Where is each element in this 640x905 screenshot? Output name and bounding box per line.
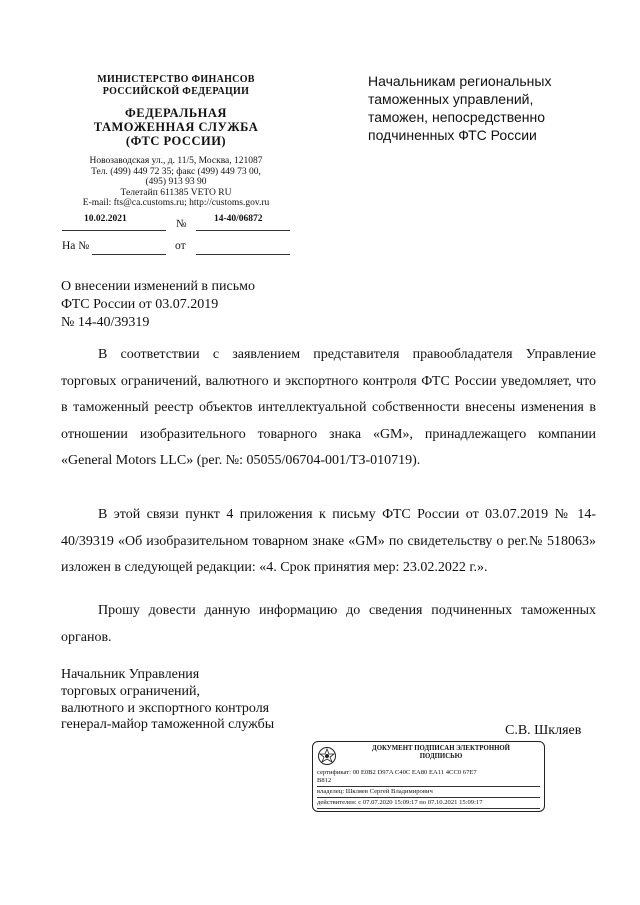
signatory-name: С.В. Шкляев (505, 723, 582, 738)
position-line: валютного и экспортного контроля (61, 700, 270, 716)
subject-line: ФТС России от 03.07.2019 (61, 297, 219, 312)
reference-from-label: от (175, 240, 186, 252)
addressee (368, 72, 628, 144)
service-line: ТАМОЖЕННАЯ СЛУЖБА (93, 120, 259, 134)
addressee-line: таможенных управлений, (368, 91, 534, 107)
address-line: E-mail: fts@ca.customs.ru; http://customs.gov.ru (82, 198, 270, 209)
reference-date-underline (196, 254, 290, 255)
stamp-certificate: сертификат: 00 E0B2 D97A C40C EA80 EA11 4CC0 67E7 (317, 769, 477, 776)
body-paragraph: Прошу довести данную информацию до сведения подчиненных таможенных органов. (61, 603, 596, 645)
number-sign: № (176, 218, 187, 230)
service-address (60, 156, 292, 209)
reference-label: На № (62, 240, 90, 252)
addressee-line: таможен, непосредственно (368, 109, 546, 125)
date-underline (62, 230, 166, 231)
reference-underline (92, 254, 166, 255)
stamp-owner: владелец: Шкляев Сергей Владимирович (317, 788, 433, 795)
emblem-icon (317, 746, 337, 766)
position-line: Начальник Управления (61, 667, 200, 682)
subject-line: О внесении изменений в письмо (61, 279, 255, 294)
electronic-signature-stamp (312, 741, 545, 812)
stamp-title (341, 745, 541, 761)
ministry-line: РОССИЙСКОЙ ФЕДЕРАЦИИ (102, 86, 250, 97)
ministry-line: МИНИСТЕРСТВО ФИНАНСОВ (97, 74, 255, 85)
stamp-validity: действителен: с 07.07.2020 15:09:17 по 07.10.2021 15:09:17 (317, 799, 483, 806)
stamp-divider (317, 808, 540, 809)
subject-line: № 14-40/39319 (61, 315, 150, 330)
signatory-position (61, 667, 321, 734)
stamp-certificate-cont: B812 (317, 777, 332, 784)
ministry-name (60, 74, 292, 98)
position-line: торговых ограничений, (61, 683, 201, 699)
addressee-line: подчиненных ФТС России (368, 127, 537, 143)
stamp-title-line: ПОДПИСЬЮ (419, 753, 463, 760)
position-line: генерал-майор таможенной службы (61, 717, 275, 733)
address-line: (495) 913 93 90 (145, 177, 207, 188)
letter-subject (61, 278, 321, 332)
addressee-line: Начальникам региональных (368, 73, 552, 89)
service-name (60, 106, 292, 148)
stamp-divider (317, 797, 540, 798)
service-line: (ФТС РОССИИ) (125, 134, 227, 148)
letter-date: 10.02.2021 (84, 214, 127, 224)
letter-number: 14-40/06872 (214, 214, 263, 224)
address-line: Тел. (499) 449 72 35; факс (499) 449 73 00, (91, 166, 261, 177)
stamp-title-line: ДОКУМЕНТ ПОДПИСАН ЭЛЕКТРОННОЙ (372, 745, 510, 752)
body-paragraph: В соответствии с заявлением представителя правообладателя Управление торговых ограничений, валютного и экспортного контроля ФТС России уведомляет, что в таможенный реестр объектов интеллектуальной собственности внесены изменения в отношении изобразительного товарного знака «GM», принадлежащего компании «General Motors LLC» (рег. №: 05055/06704-001/ТЗ-010719). (61, 347, 596, 469)
address-line: Телетайп 611385 VETO RU (120, 187, 232, 198)
body-paragraph: В этой связи пункт 4 приложения к письму ФТС России от 03.07.2019 № 14-40/39319 «Об изобразительном товарном знаке «GM» по свидетельству о рег.№ 518063» изложен в следующей редакции: «4. Срок принятия мер: 23.02.2022 г.». (61, 507, 596, 576)
stamp-divider (317, 786, 540, 787)
service-line: ФЕДЕРАЛЬНАЯ (125, 106, 227, 120)
address-line: Новозаводская ул., д. 11/5, Москва, 121087 (89, 156, 263, 166)
number-underline (196, 230, 290, 231)
